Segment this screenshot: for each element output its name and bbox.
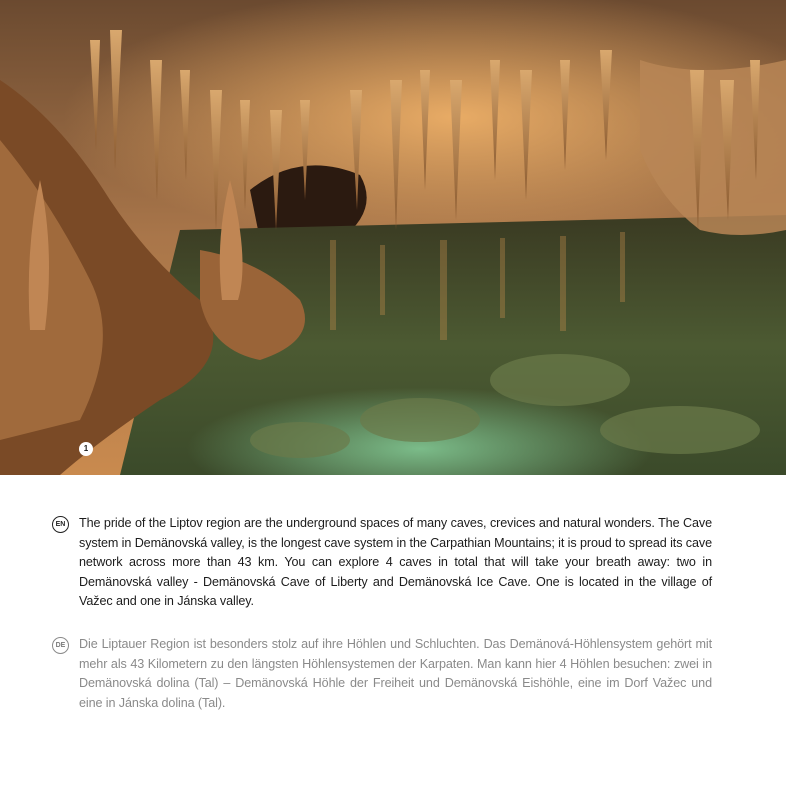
english-paragraph: The pride of the Liptov region are the underground spaces of many caves, crevices and natural wonders. The Cave system in Demänovská valley, is the longest cave system in the Carpathian Mountains; it is proud to spread its cave network across more than 43 km. You can explore 4 caves in total that will take your breath away: two in Demänovská valley - Demänovská Cave of Liberty and Demänovská Ice Cave. One is located in the village of Važec and one in Jánska valley.	[79, 516, 712, 609]
german-block	[52, 635, 712, 713]
english-block	[52, 514, 712, 612]
german-paragraph: Die Liptauer Region ist besonders stolz auf ihre Höhlen und Schluchten. Das Demänová-Höhlensystem gehört mit mehr als 43 Kilometern zu den längsten Höhlensystemen der Karpaten. Man kann hier 4 Höhlen besuchen: zwei in Demänovská dolina (Tal) – Demänovská Höhle der Freiheit und Demänovská Eishöhle, eine im Dorf Važec und eine in Jánska dolina (Tal).	[79, 637, 712, 710]
photo-number-badge: 1	[79, 442, 93, 456]
language-badge-de: DE	[52, 637, 69, 654]
language-badge-en: EN	[52, 516, 69, 533]
